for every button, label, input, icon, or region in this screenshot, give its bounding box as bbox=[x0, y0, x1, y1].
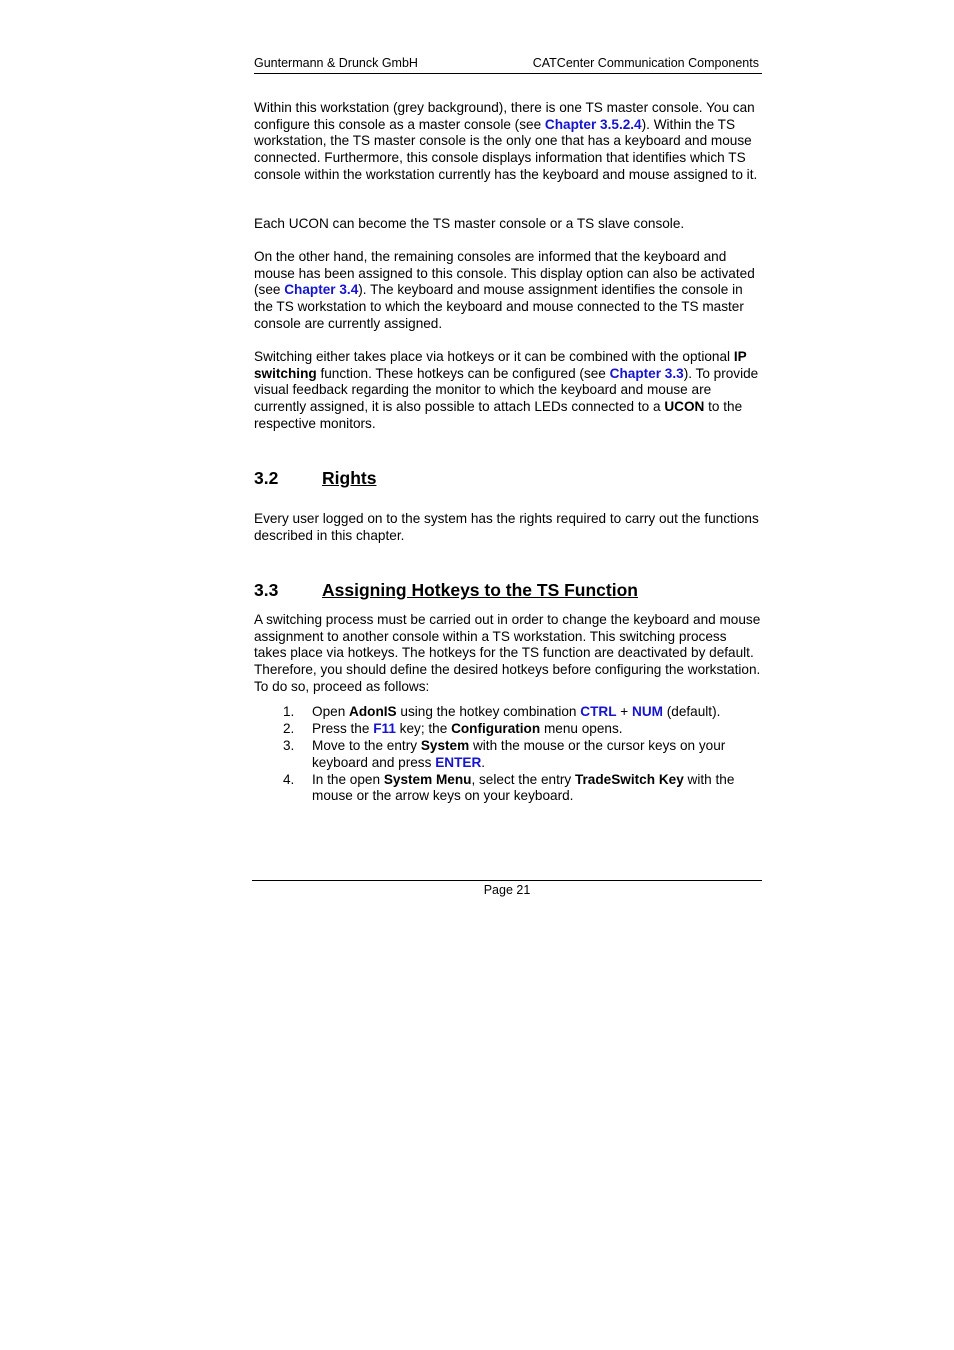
key-name: CTRL bbox=[580, 704, 617, 719]
text: with the mouse or the cursor keys on your keyboard and press bbox=[312, 738, 726, 770]
page-footer bbox=[252, 880, 762, 897]
chapter-link[interactable]: Chapter 3.3 bbox=[609, 365, 684, 381]
section-title: Assigning Hotkeys to the TS Function bbox=[322, 580, 638, 600]
text: , select the entry bbox=[471, 771, 575, 787]
steps-list bbox=[254, 704, 762, 805]
text: In the open bbox=[312, 771, 384, 787]
list-item bbox=[254, 738, 762, 771]
text: ). Within the TS workstation, the TS master console is the only one that has a keyboard and mouse connected. Furthermore, this console displays information that identifies which TS console within the workstation currently has the keyboard and mouse assigned to it. bbox=[254, 116, 758, 182]
step-number: 1. bbox=[283, 704, 295, 719]
bold-term: System bbox=[420, 738, 470, 753]
chapter-link[interactable]: Chapter 3.4 bbox=[284, 282, 359, 298]
page-header bbox=[254, 55, 762, 74]
text: + bbox=[616, 704, 632, 719]
text: menu opens. bbox=[540, 721, 623, 736]
hotkeys-paragraph: A switching process must be carried out in order to change the keyboard and mouse assignment to another console within a TS workstation. This switching process takes place via hotkeys. The hotkeys for the TS function are deactivated by default. Therefore, you should define the desired hotkeys before configuring the workstation. To do so, proceed as follows: bbox=[254, 612, 761, 694]
page-number: Page 21 bbox=[483, 883, 531, 897]
list-item bbox=[254, 704, 762, 721]
text: . bbox=[481, 754, 486, 770]
bold-term: UCON bbox=[664, 399, 705, 415]
text: (default). bbox=[662, 704, 721, 719]
text: ). The keyboard and mouse assignment identifies the console in the TS workstation to which the keyboard and mouse connected to the TS master console are currently assigned. bbox=[254, 282, 744, 331]
header-company: Guntermann & Drunck GmbH bbox=[254, 56, 418, 70]
text: Open bbox=[312, 704, 350, 719]
section-title: Rights bbox=[322, 468, 377, 488]
intro-paragraph-3 bbox=[254, 249, 762, 333]
key-name: NUM bbox=[632, 704, 663, 719]
list-item bbox=[254, 721, 762, 738]
step-number: 3. bbox=[283, 738, 295, 753]
section-number: 3.3 bbox=[254, 580, 279, 600]
rights-paragraph: Every user logged on to the system has the rights required to carry out the functions described in this chapter. bbox=[254, 511, 759, 543]
text: key; the bbox=[395, 721, 452, 736]
text: Within this workstation (grey background), there is one TS master console. You can configure this console as a master console (see bbox=[254, 100, 755, 132]
intro-paragraph-4 bbox=[254, 349, 762, 433]
bold-term: System Menu bbox=[383, 771, 472, 787]
text: function. These hotkeys can be configured (see bbox=[316, 365, 610, 381]
text: ). To provide visual feedback regarding the monitor to which the keyboard and mouse are currently assigned, it is also possible to attach LEDs connected to a bbox=[254, 365, 759, 415]
bold-term: IP switching bbox=[254, 349, 747, 381]
text: to the respective monitors. bbox=[254, 399, 743, 431]
key-name: ENTER bbox=[435, 754, 482, 770]
list-item bbox=[254, 772, 762, 805]
text: On the other hand, the remaining consoles are informed that the keyboard and mouse has been assigned to this console. This display option can also be activated (see bbox=[254, 249, 755, 298]
text: with the mouse or the arrow keys on your keyboard. bbox=[312, 771, 735, 804]
bold-term: TradeSwitch Key bbox=[574, 771, 684, 787]
chapter-link[interactable]: Chapter 3.5.2.4 bbox=[544, 116, 642, 132]
bold-term: Configuration bbox=[451, 721, 541, 736]
section-number: 3.2 bbox=[254, 468, 279, 488]
key-name: F11 bbox=[373, 721, 396, 736]
bold-term: AdonIS bbox=[349, 704, 397, 719]
text: Press the bbox=[312, 721, 374, 736]
intro-paragraph-2: Each UCON can become the TS master console or a TS slave console. bbox=[254, 216, 685, 231]
step-number: 4. bbox=[283, 771, 295, 787]
text: using the hotkey combination bbox=[396, 704, 581, 719]
text: Move to the entry bbox=[312, 738, 421, 753]
header-product: CATCenter Communication Components bbox=[532, 56, 759, 70]
step-number: 2. bbox=[283, 721, 295, 736]
text: Switching either takes place via hotkeys or it can be combined with the optional bbox=[254, 349, 734, 364]
intro-paragraph-1 bbox=[254, 100, 762, 184]
